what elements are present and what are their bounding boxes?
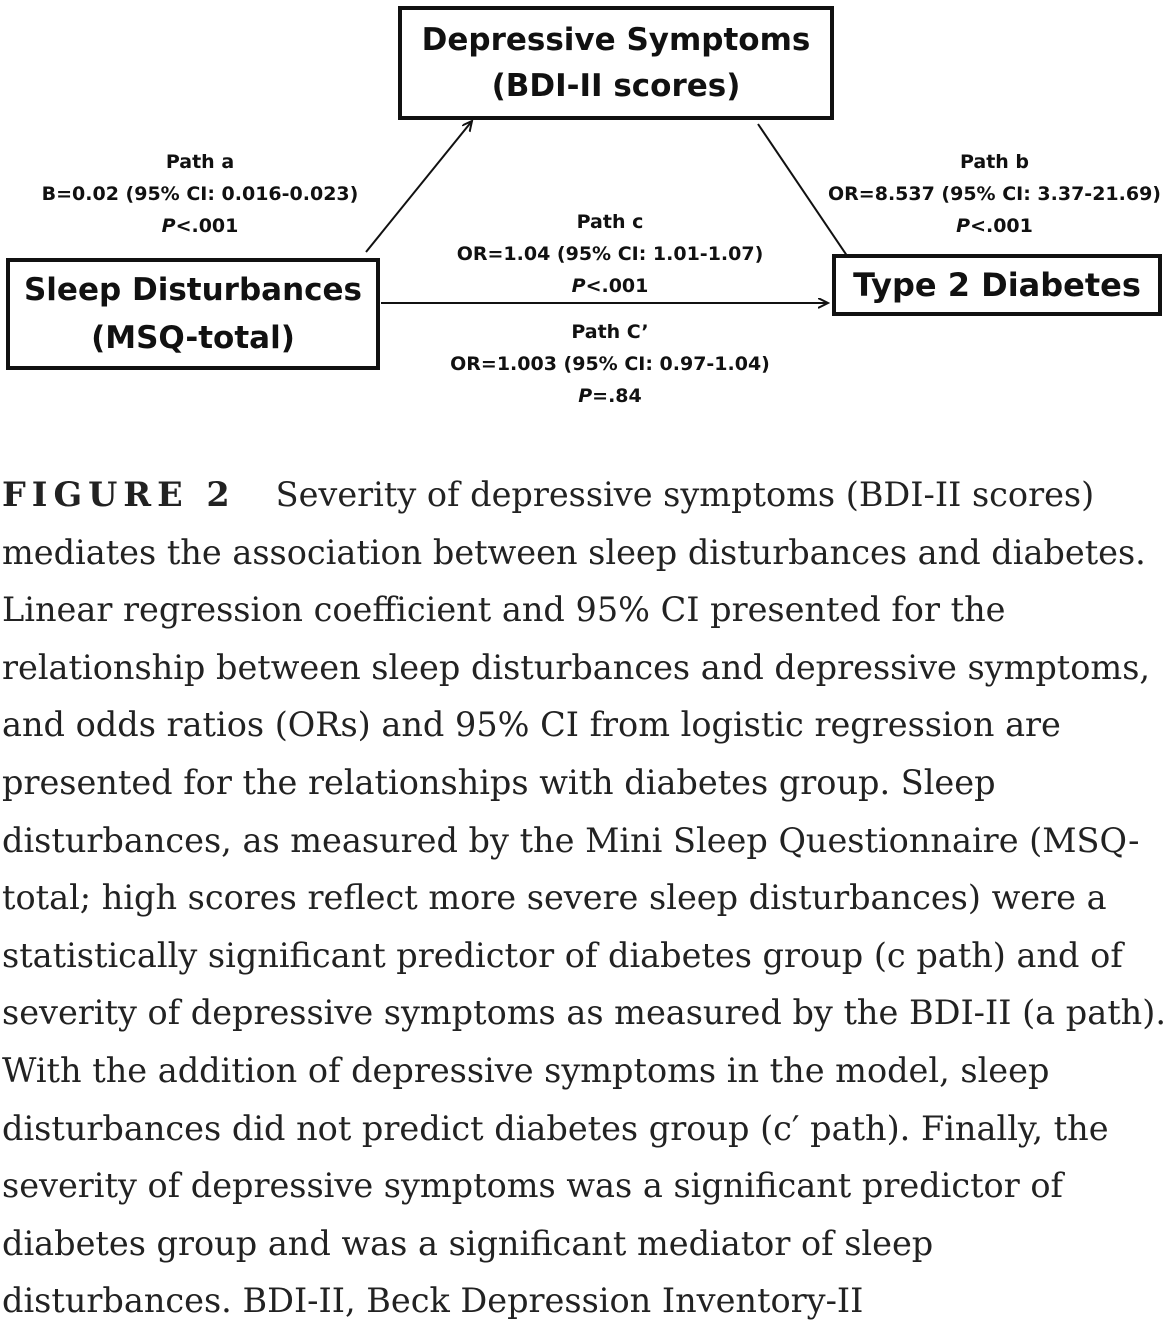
path-b-pvalue: P<.001 [956, 215, 1033, 237]
predictor-title: Sleep Disturbances [23, 272, 362, 308]
path-b-name: Path b [959, 151, 1030, 173]
outcome-title: Type 2 Diabetes [853, 266, 1141, 304]
path-cprime-stat: OR=1.003 (95% CI: 0.97-1.04) [450, 353, 770, 375]
depressive-symptoms-box [398, 6, 834, 120]
path-a-name: Path a [165, 151, 235, 173]
figure-caption [2, 466, 1167, 1330]
sleep-disturbances-box [6, 258, 380, 370]
path-a-pvalue: P<.001 [161, 215, 239, 237]
figure-label: FIGURE 2 [2, 475, 236, 514]
path-cprime-label [420, 316, 800, 412]
mediation-diagram [0, 0, 1169, 420]
path-c-name: Path c [576, 211, 644, 233]
predictor-subtitle: (MSQ-total) [91, 320, 295, 356]
path-c-label [440, 206, 780, 302]
path-cprime-pvalue: P=.84 [578, 385, 642, 407]
path-b-label [822, 146, 1167, 242]
type2-diabetes-box [832, 254, 1162, 316]
path-c-pvalue: P<.001 [571, 275, 649, 297]
mediator-subtitle: (BDI-II scores) [491, 68, 741, 104]
path-b-stat: OR=8.537 (95% CI: 3.37-21.69) [828, 183, 1161, 205]
path-a-stat: B=0.02 (95% CI: 0.016-0.023) [41, 183, 359, 205]
caption-text: Severity of depressive symptoms (BDI-II scores) mediates the association between sleep disturbances and diabetes. Linear regression coefficient and 95% CI presented for the relationship between sleep disturbances and depressive symptoms, and odds ratios (ORs) and 95% CI from logistic regression are presented for the relationships with diabetes group. Sleep disturbances, as measured by the Mini Sleep Questionnaire (MSQ-total; high scores reflect more severe sleep disturbances) were a statistically significant predictor of diabetes group (c path) and of severity of depressive symptoms as measured by the BDI-II (a path). With the addition of depressive symptoms in the model, sleep disturbances did not predict diabetes group (c′ path). Finally, the severity of depressive symptoms was a significant predictor of diabetes group and was a significant mediator of sleep disturbances. BDI-II, Beck Depression Inventory-II [2, 475, 1166, 1321]
mediator-title: Depressive Symptoms [421, 22, 811, 58]
path-cprime-name: Path C’ [571, 321, 649, 343]
path-c-stat: OR=1.04 (95% CI: 1.01-1.07) [456, 243, 764, 265]
path-a-label [20, 146, 380, 242]
